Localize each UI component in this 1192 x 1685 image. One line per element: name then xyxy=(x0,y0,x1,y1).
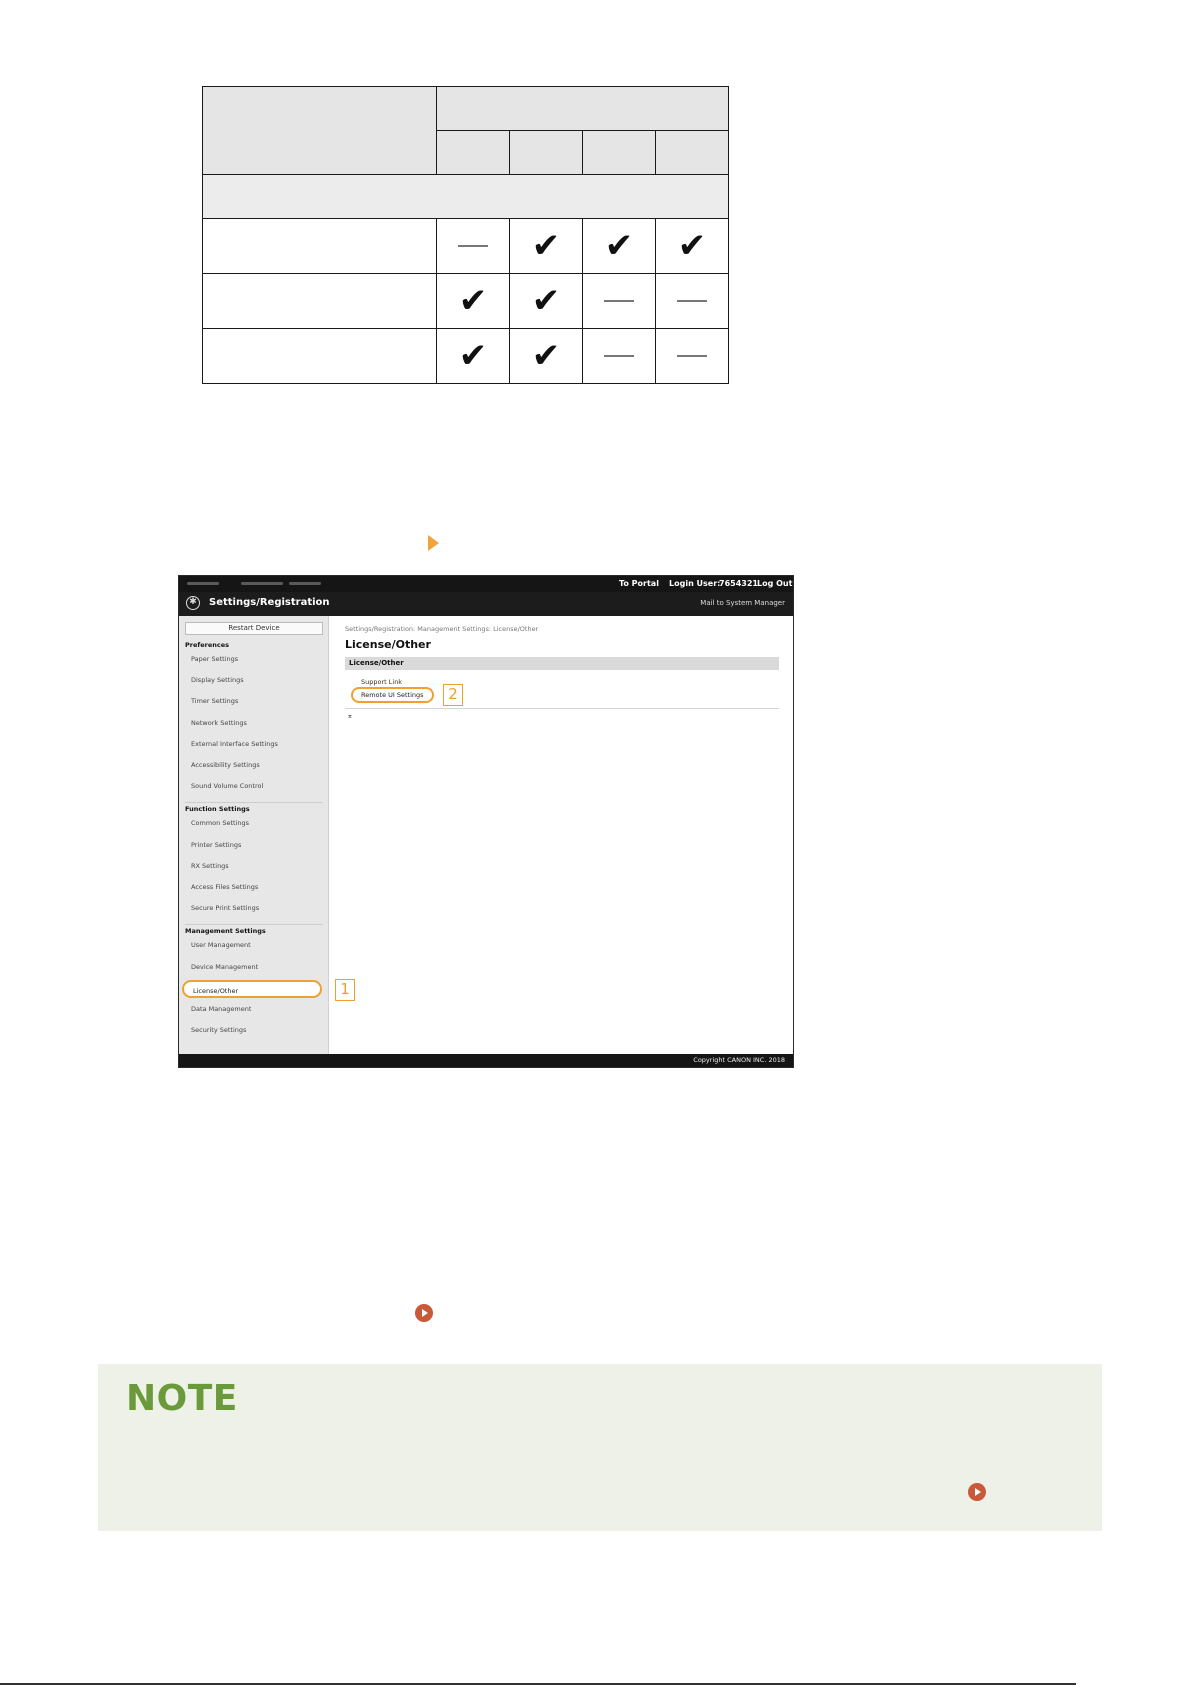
sidebar-divider xyxy=(185,924,323,925)
footer: Copyright CANON INC. 2018 xyxy=(179,1054,793,1067)
sidebar-item[interactable]: License/Other xyxy=(182,980,322,998)
sidebar-divider xyxy=(185,802,323,803)
login-user-label: Login User: xyxy=(669,579,721,588)
remote-ui-settings-link[interactable]: Remote UI Settings xyxy=(351,687,434,703)
row-label-cell xyxy=(203,219,437,274)
permission-cell xyxy=(510,329,583,384)
step-arrow-icon xyxy=(428,535,439,551)
sidebar-item[interactable]: Paper Settings xyxy=(191,655,239,663)
blurred-device-model xyxy=(241,582,283,585)
restart-device-button[interactable]: Restart Device xyxy=(185,622,323,635)
table-header-col-1 xyxy=(437,131,510,175)
logout-link[interactable]: Log Out xyxy=(757,579,793,588)
note-title: NOTE xyxy=(126,1378,238,1419)
support-link[interactable]: Support Link xyxy=(361,678,403,686)
permissions-table xyxy=(202,86,729,384)
check-icon: ✔ xyxy=(531,226,561,266)
check-icon: ✔ xyxy=(604,226,634,266)
check-icon: ✔ xyxy=(677,226,707,266)
sidebar-item[interactable]: External Interface Settings xyxy=(191,739,278,748)
gear-icon: ✱ xyxy=(186,596,200,610)
sidebar-section-title: Management Settings xyxy=(185,927,266,936)
permission-cell xyxy=(510,274,583,329)
dash-icon xyxy=(604,355,634,357)
dash-icon xyxy=(677,300,707,302)
table-header-corner xyxy=(203,87,437,175)
callout-2: 2 xyxy=(443,684,463,706)
dash-icon xyxy=(604,300,634,302)
sidebar-item[interactable]: Network Settings xyxy=(191,718,247,727)
sidebar-item[interactable]: Security Settings xyxy=(191,1026,247,1035)
dash-icon xyxy=(458,245,488,247)
to-portal-link[interactable]: To Portal xyxy=(619,579,659,588)
remote-ui-screenshot xyxy=(178,575,794,1068)
note-link-arrow-icon[interactable] xyxy=(968,1483,986,1501)
sidebar-section-title: Preferences xyxy=(185,641,229,649)
callout-1: 1 xyxy=(335,979,355,1001)
table-section-row xyxy=(203,175,729,219)
table-row xyxy=(203,329,729,384)
sidebar-item[interactable]: Device Management xyxy=(191,962,259,971)
permission-cell xyxy=(656,219,729,274)
link-arrow-icon[interactable] xyxy=(415,1304,433,1322)
sidebar-item[interactable]: Timer Settings xyxy=(191,697,239,706)
divider xyxy=(345,708,779,709)
permission-cell xyxy=(583,274,656,329)
table-header-col-3 xyxy=(583,131,656,175)
row-label-cell xyxy=(203,274,437,329)
sidebar-item[interactable]: Sound Volume Control xyxy=(191,782,264,791)
sidebar-item[interactable]: Data Management xyxy=(191,1005,252,1013)
header-title: Settings/Registration xyxy=(209,597,330,608)
row-label-cell xyxy=(203,329,437,384)
sidebar-item[interactable]: Display Settings xyxy=(191,676,244,685)
dash-icon xyxy=(677,355,707,357)
sidebar-item[interactable]: Common Settings xyxy=(191,819,250,828)
mail-to-manager-link[interactable]: Mail to System Manager xyxy=(700,599,785,607)
login-user-value: 7654321 xyxy=(719,579,758,588)
blurred-device-model-2 xyxy=(289,582,321,585)
main-panel xyxy=(329,616,794,1056)
sidebar-item[interactable]: User Management xyxy=(191,941,251,950)
check-icon: ✔ xyxy=(531,336,561,376)
breadcrumb: Settings/Registration: Management Settings: License/Other xyxy=(345,625,539,633)
permission-cell xyxy=(510,219,583,274)
permission-cell xyxy=(437,329,510,384)
sidebar-item[interactable]: Printer Settings xyxy=(191,840,242,849)
check-icon: ✔ xyxy=(458,336,488,376)
sidebar-section-title: Function Settings xyxy=(185,805,250,814)
permission-cell xyxy=(437,219,510,274)
top-bar xyxy=(179,576,793,592)
back-to-top-icon[interactable]: ⌅ xyxy=(347,712,353,720)
table-header-col-2 xyxy=(510,131,583,175)
table-header-group xyxy=(437,87,729,131)
permission-cell xyxy=(583,219,656,274)
check-icon: ✔ xyxy=(458,281,488,321)
table-row xyxy=(203,274,729,329)
sidebar-item[interactable]: Secure Print Settings xyxy=(191,904,260,913)
page-title: License/Other xyxy=(345,638,431,651)
note-box xyxy=(98,1364,1102,1531)
sidebar xyxy=(179,616,329,1056)
permission-cell xyxy=(583,329,656,384)
sidebar-item[interactable]: RX Settings xyxy=(191,861,229,870)
permission-cell xyxy=(437,274,510,329)
blurred-device-name xyxy=(187,582,219,585)
header xyxy=(179,592,793,616)
table-row xyxy=(203,219,729,274)
sidebar-item[interactable]: Accessibility Settings xyxy=(191,761,260,769)
table-header-col-4 xyxy=(656,131,729,175)
section-band: License/Other xyxy=(345,657,779,670)
check-icon: ✔ xyxy=(531,281,561,321)
permission-cell xyxy=(656,274,729,329)
sidebar-item[interactable]: Access Files Settings xyxy=(191,883,259,891)
permission-cell xyxy=(656,329,729,384)
